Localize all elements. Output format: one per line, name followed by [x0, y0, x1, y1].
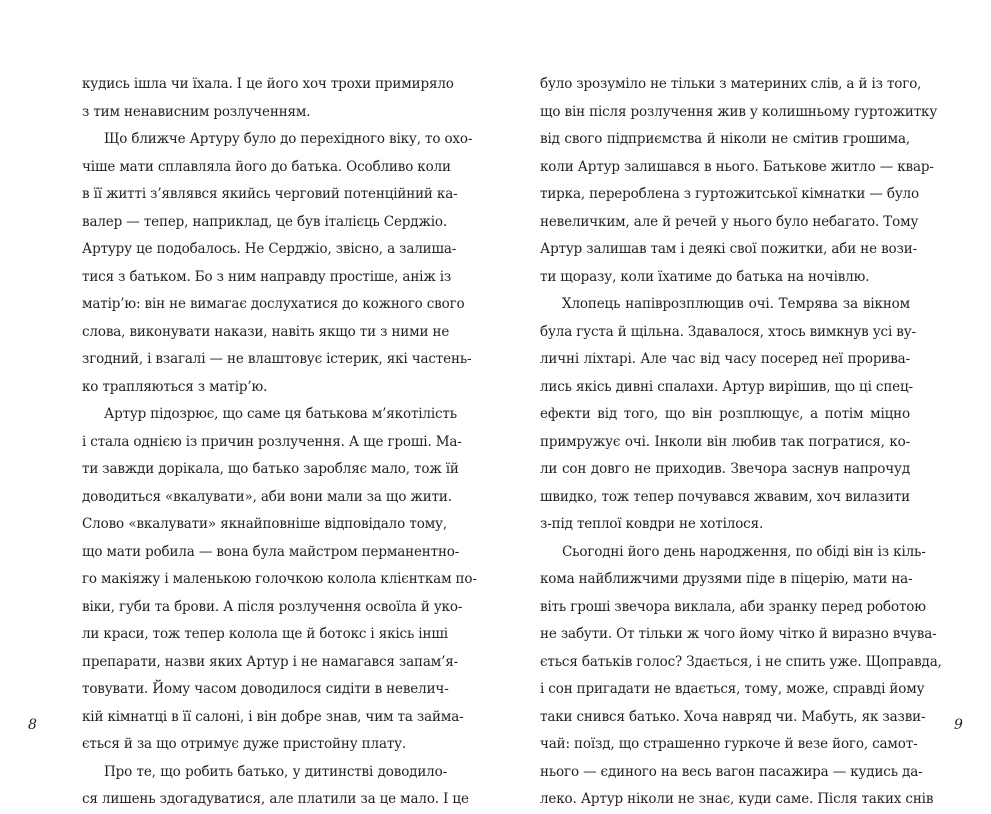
text-line: з тим ненависним розлученням. [82, 103, 311, 120]
text-line: доводиться «вкалувати», аби вони мали за що жити. [82, 488, 452, 505]
text-line: ли сон довго не приходив. Звечора заснув напрочуд [540, 461, 910, 477]
left-page-text [82, 71, 477, 814]
text-line: кудись ішла чи їхала. І це його хоч трохи примиряло [82, 76, 454, 92]
text-line: матір’ю: він не вимагає дослухатися до кожного свого [82, 296, 465, 312]
text-line: ти щоразу, коли їхатиме до батька на ночівлю. [540, 268, 870, 285]
left-page-number: 8 [28, 717, 37, 733]
text-line: Артуру це подобалось. Не Серджіо, звісно, а залиша- [82, 241, 457, 257]
text-line: го макіяжу і маленькою голочкою колола клієнткам по- [82, 571, 477, 587]
text-line: згодний, і взагалі — не влаштовує істерик, які частень- [82, 351, 472, 367]
text-line: слова, виконувати накази, навіть якщо ти з ними не [82, 323, 450, 340]
text-line: кій кімнатці в її салоні, і він добре знав, чим та займа- [82, 708, 464, 725]
text-line: ко трапляються з матір’ю. [82, 378, 268, 395]
text-line: Слово «вкалувати» якнайповніше відповідало тому, [82, 516, 447, 532]
text-line: з-під теплої ковдри не хотілося. [540, 516, 764, 532]
text-line: товувати. Йому часом доводилося сидіти в невелич- [82, 681, 449, 697]
text-line: віки, губи та брови. А після розлучення освоїла й уко- [82, 598, 463, 615]
text-line: валер — тепер, наприклад, це був італієць Серджіо. [82, 213, 447, 230]
text-line: тирка, перероблена з гуртожитської кімнатки — було [540, 186, 920, 202]
text-line: Що ближче Артуру було до перехідного віку, то охо- [104, 131, 473, 147]
text-line: було зрозуміло не тільки з материних слів, а й із того, [540, 76, 922, 92]
text-line: Хлопець напіврозплющив очі. Темрява за вікном [562, 296, 910, 312]
text-line: коли Артур залишався в нього. Батькове житло — квар- [540, 158, 934, 175]
text-line: чіше мати сплавляла його до батька. Особливо коли [82, 158, 451, 175]
text-line: ли краси, тож тепер колола ще й ботокс і якісь інші [82, 626, 448, 642]
text-line: тися з батьком. Бо з ним направду простіше, аніж із [82, 268, 452, 285]
text-line: ся лишень здогадуватися, але платили за це мало. І це [82, 791, 469, 807]
text-line: примружує очі. Інколи він любив так погратися, ко- [540, 433, 910, 450]
text-line: ється батьків голос? Здається, і не спить уже. Щоправда, [540, 653, 942, 670]
text-line: Артур залишав там і деякі свої пожитки, аби не вози- [540, 241, 917, 257]
right-page-text [540, 71, 942, 814]
text-line: що він після розлучення жив у колишньому гуртожитку [540, 103, 938, 120]
text-line: таки снився батько. Хоча навряд чи. Мабуть, як зазви- [540, 708, 926, 725]
text-line: віть гроші звечора виклала, аби зранку перед роботою [540, 598, 926, 615]
text-line: Сьогодні його день народження, по обіді він із кіль- [562, 543, 926, 560]
right-page-number: 9 [954, 717, 963, 733]
text-line: Артур підозрює, що саме ця батькова м’якотілість [104, 406, 457, 422]
text-line: швидко, тож тепер почувався жвавим, хоч вилазити [540, 488, 910, 505]
text-line: препарати, назви яких Артур і не намагався запам’я- [82, 653, 459, 670]
text-line: чай: поїзд, що страшенно гуркоче й везе його, самот- [540, 736, 918, 752]
text-line: ється й за що отримує дуже пристойну плату. [82, 736, 407, 752]
text-line: що мати робила — вона була майстром перманентно- [82, 543, 460, 560]
text-line: невеличким, але й речей у нього було небагато. Тому [540, 213, 919, 230]
text-line: леко. Артур ніколи не знає, куди саме. Після таких снів [540, 791, 934, 807]
text-line: нього — єдиного на весь вагон пасажира — кудись да- [540, 763, 923, 780]
text-line: від свого підприємства й ніколи не смітив грошима, [540, 131, 910, 147]
text-line: була густа й щільна. Здавалося, хтось вимкнув усі ву- [540, 323, 916, 340]
text-line: і стала однією із причин розлучення. А ще гроші. Ма- [82, 433, 462, 450]
text-line: лись якісь дивні спалахи. Артур вирішив, що ці спец- [540, 378, 913, 395]
text-line: не забути. От тільки ж чого йому чітко й виразно вчува- [540, 626, 937, 642]
text-line: ефекти від того, що він розплющує, а потім міцно [540, 406, 910, 422]
text-line: Про те, що робить батько, у дитинстві доводило- [104, 763, 447, 780]
text-line: кома найближчими друзями піде в піцерію, мати на- [540, 571, 913, 587]
text-line: в її житті з’являвся якийсь черговий потенційний ка- [82, 186, 458, 202]
text-line: і сон пригадати не вдається, тому, може, справді йому [540, 681, 925, 697]
text-line: ти завжди дорікала, що батько заробляє мало, тож їй [82, 461, 459, 477]
text-line: личні ліхтарі. Але час від часу посеред неї прорива- [540, 351, 910, 367]
